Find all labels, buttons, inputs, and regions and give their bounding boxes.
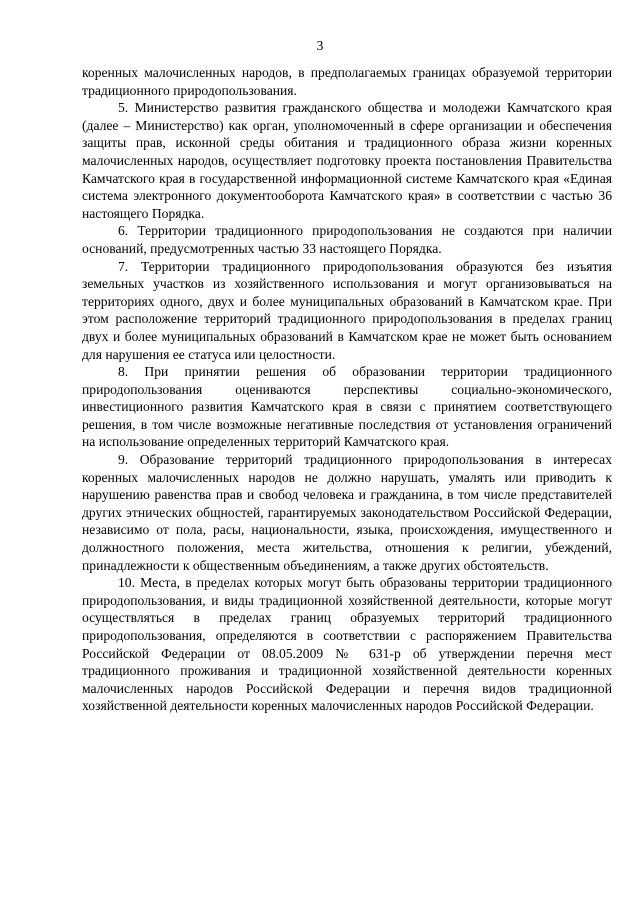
paragraph-continuation: коренных малочисленных народов, в предполагаемых границах образуемой территории традиционного природопользования. — [82, 65, 612, 98]
page-number: 3 — [316, 38, 324, 53]
paragraph-10: 10. Места, в пределах которых могут быть образованы территории традиционного природопользования, и виды традиционной хозяйственной деятельности, которые могут осуществляться в пределах границ образуемых территорий традиционного природопользования, определяются в соответствии с распоряжением Правительства Российской Федерации от 08.05.2009 № 631-р об утверждении перечня мест традиционного проживания и традиционной хозяйственной деятельности коренных малочисленных народов Российской Федерации и перечня видов традиционной хозяйственной деятельности коренных малочисленных народов Российской Федерации. — [82, 575, 612, 714]
paragraph-5: 5. Министерство развития гражданского общества и молодежи Камчатского края (далее – Министерство) как орган, уполномоченный в сфере организации и обеспечения защиты прав, исконной среды обитания и традиционного образа жизни коренных малочисленных народов, осуществляет подготовку проекта постановления Правительства Камчатского края в государственной информационной системе Камчатского края «Единая система электронного документооборота Камчатского края» в соответствии с частью 36 настоящего Порядка. — [82, 100, 612, 221]
paragraph-8: 8. При принятии решения об образовании территории традиционного природопользования оцениваются перспективы социально-экономического, инвестиционного развития Камчатского края в связи с принятием соответствующего решения, в том числе возможные негативные последствия от установления ограничений на использование определенных территорий Камчатского края. — [82, 364, 612, 450]
paragraph-7: 7. Территории традиционного природопользования образуются без изъятия земельных участков из хозяйственного использования и могут организовываться на территориях одного, двух и более муниципальных образований в Камчатском крае. При этом расположение территорий традиционного природопользования в пределах границ двух и более муниципальных образований в Камчатском крае не может быть основанием для нарушения ее статуса или целостности. — [82, 258, 612, 362]
document-body — [82, 64, 612, 715]
paragraph-6: 6. Территории традиционного природопользования не создаются при наличии оснований, предусмотренных частью 33 настоящего Порядка. — [82, 223, 612, 256]
paragraph-9: 9. Образование территорий традиционного природопользования в интересах коренных малочисленных народов не должно нарушать, умалять или приводить к нарушению равенства прав и свобод человека и гражданина, в том числе представителей других этнических общностей, гарантируемых законодательством Российской Федерации, независимо от пола, расы, национальности, языка, происхождения, имущественного и должностного положения, места жительства, отношения к религии, убеждений, принадлежности к общественным объединениям, а также других обстоятельств. — [82, 452, 612, 573]
